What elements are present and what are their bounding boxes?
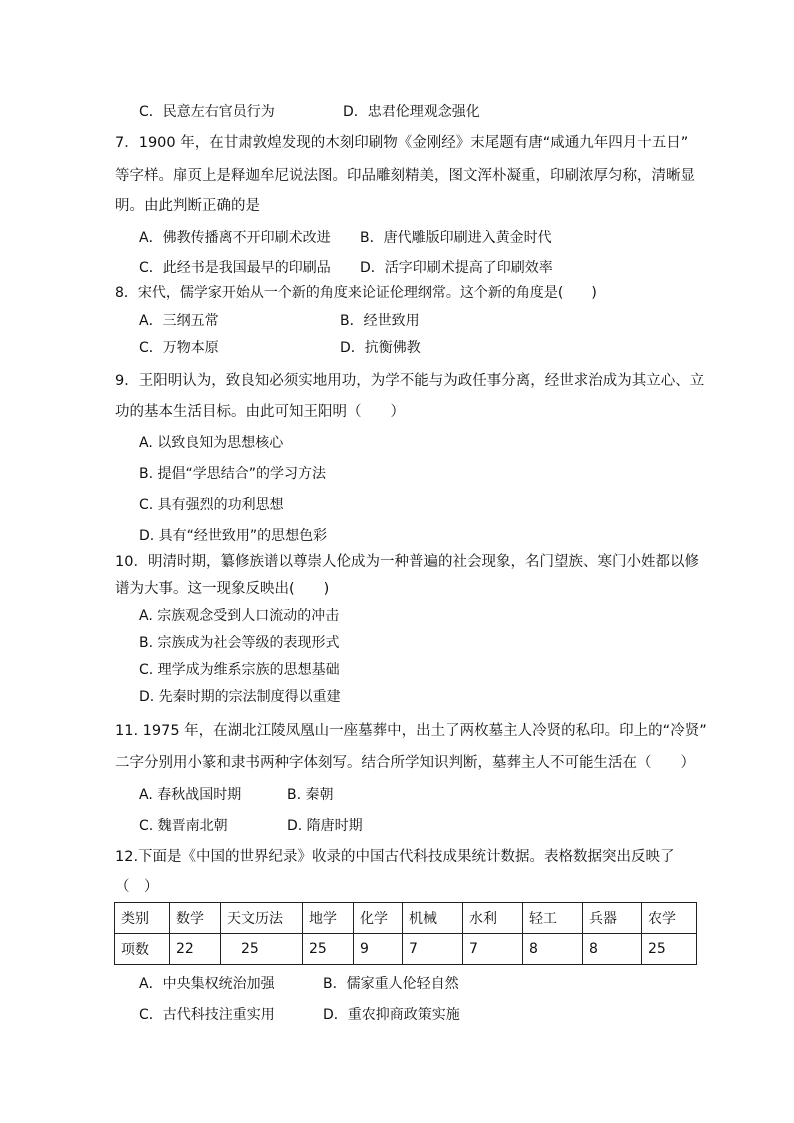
q7-stem-line-1: 7．1900 年，在甘肃敦煌发现的木刻印刷物《金刚经》末尾题有唐“咸通九年四月十五日” — [115, 135, 689, 151]
q10-option-d: D. 先秦时期的宗法制度得以重建 — [139, 689, 341, 705]
q11-option-c: C. 魏晋南北朝 — [139, 818, 228, 834]
table-cell: 9 — [354, 934, 403, 965]
q12-stem-line-1: 12.下面是《中国的世界纪录》收录的中国古代科技成果统计数据。表格数据突出反映了 — [115, 849, 675, 865]
table-cell: 地学 — [303, 903, 354, 934]
q11-option-b: B. 秦朝 — [287, 787, 334, 803]
q9-stem-line-1: 9．王阳明认为，致良知必须实地用功，为学不能与为政任事分离，经世求治成为其立心、立 — [115, 373, 705, 389]
table-cell: 25 — [303, 934, 354, 965]
table-cell: 22 — [170, 934, 221, 965]
table-cell: 水利 — [463, 903, 523, 934]
q6-option-c: C．民意左右官员行为 — [139, 104, 275, 120]
table-cell: 8 — [523, 934, 583, 965]
table-cell: 类别 — [115, 903, 170, 934]
q9-option-c: C. 具有强烈的功利思想 — [139, 497, 284, 513]
q12-stem-line-2: （ ） — [115, 879, 159, 895]
q7-option-a: A．佛教传播离不开印刷术改进 — [139, 230, 331, 246]
q9-stem-line-2: 功的基本生活目标。由此可知王阳明（ ） — [115, 404, 405, 420]
table-cell: 农学 — [642, 903, 697, 934]
q10-option-a: A. 宗族观念受到人口流动的冲击 — [139, 608, 340, 624]
q12-option-c: C．古代科技注重实用 — [139, 1007, 275, 1023]
q7-stem-line-2: 等字样。扉页上是释迦牟尼说法图。印品雕刻精美，图文浑朴凝重，印刷浓厚匀称，清晰显 — [115, 168, 695, 184]
q10-stem-line-2: 谱为大事。这一现象反映出( ) — [115, 581, 330, 597]
q10-option-b: B. 宗族成为社会等级的表现形式 — [139, 635, 340, 651]
q6-option-d: D．忠君伦理观念强化 — [343, 104, 480, 120]
q12-option-b: B．儒家重人伦轻自然 — [323, 976, 459, 992]
q8-option-b: B．经世致用 — [340, 313, 420, 329]
science-stats-table — [114, 902, 697, 965]
q11-stem-line-1: 11. 1975 年，在湖北江陵凤凰山一座墓葬中，出土了两枚墓主人冷贤的私印。印上的“冷贤” — [115, 723, 707, 739]
table-cell: 天文历法 — [221, 903, 303, 934]
q8-stem: 8．宋代，儒学家开始从一个新的角度来论证伦理纲常。这个新的角度是( ) — [115, 285, 597, 301]
q8-option-c: C．万物本原 — [139, 340, 219, 356]
table-cell: 7 — [403, 934, 463, 965]
q11-option-a: A. 春秋战国时期 — [139, 787, 242, 803]
table-header-row — [115, 903, 697, 934]
table-cell: 机械 — [403, 903, 463, 934]
table-cell: 8 — [583, 934, 642, 965]
q7-option-c: C．此经书是我国最早的印刷品 — [139, 260, 331, 276]
q9-option-a: A. 以致良知为思想核心 — [139, 435, 284, 451]
q12-option-a: A．中央集权统治加强 — [139, 976, 275, 992]
q9-option-d: D. 具有“经世致用”的思想色彩 — [139, 528, 328, 544]
q10-stem-line-1: 10．明清时期，纂修族谱以尊崇人伦成为一种普遍的社会现象，名门望族、寒门小姓都以修 — [115, 554, 699, 570]
table-cell: 化学 — [354, 903, 403, 934]
q11-stem-line-2: 二字分别用小篆和隶书两种字体刻写。结合所学知识判断，墓葬主人不可能生活在（ ） — [115, 755, 695, 771]
q7-option-b: B．唐代雕版印刷进入黄金时代 — [360, 230, 552, 246]
q7-option-d: D．活字印刷术提高了印刷效率 — [360, 260, 553, 276]
q8-option-d: D．抗衡佛教 — [340, 340, 421, 356]
q7-stem-line-3: 明。由此判断正确的是 — [115, 198, 260, 214]
q9-option-b: B. 提倡“学思结合”的学习方法 — [139, 466, 327, 482]
table-cell: 项数 — [115, 934, 170, 965]
table-cell: 7 — [463, 934, 523, 965]
table-cell: 兵器 — [583, 903, 642, 934]
table-cell: 数学 — [170, 903, 221, 934]
q8-option-a: A．三纲五常 — [139, 313, 219, 329]
table-cell: 25 — [221, 934, 303, 965]
table-cell: 25 — [642, 934, 697, 965]
table-row — [115, 934, 697, 965]
q10-option-c: C. 理学成为维系宗族的思想基础 — [139, 662, 340, 678]
q11-option-d: D. 隋唐时期 — [287, 818, 363, 834]
q12-option-d: D．重农抑商政策实施 — [323, 1007, 460, 1023]
table-cell: 轻工 — [523, 903, 583, 934]
